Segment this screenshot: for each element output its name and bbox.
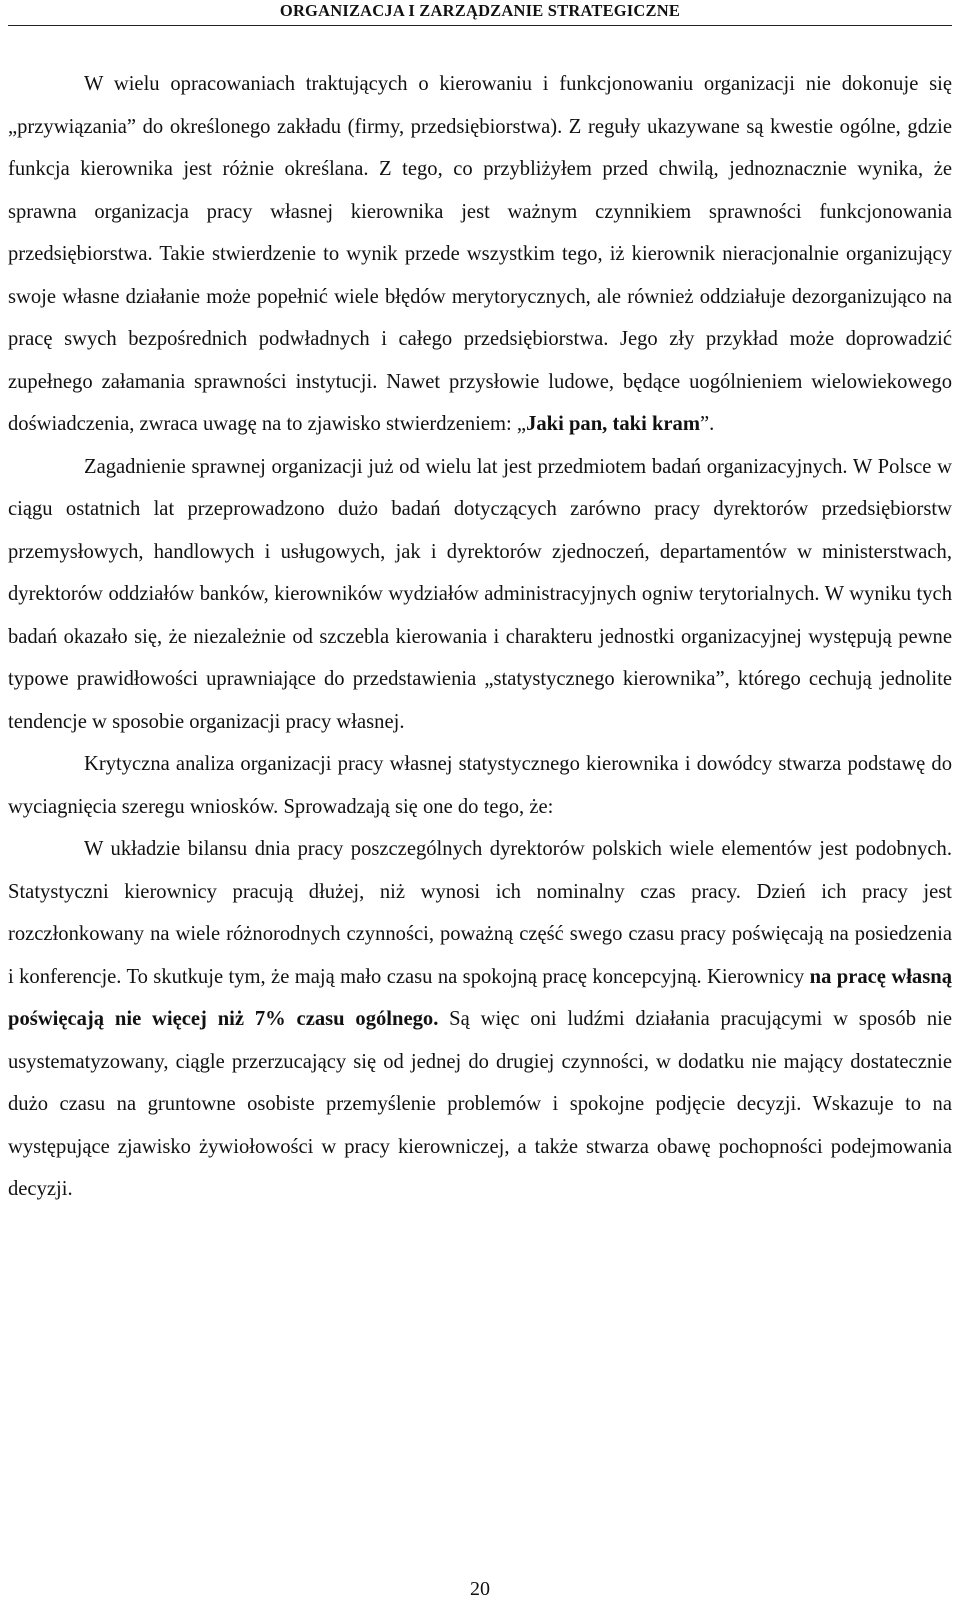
bold-proverb: Jaki pan, taki kram [526,413,701,435]
paragraph [8,743,952,828]
text-run: ”. [700,413,715,435]
paragraph [8,828,952,1211]
page-number: 20 [470,1578,490,1600]
text-run: W wielu opracowaniach traktujących o kierowaniu i funkcjonowaniu organizacji nie dokonuje się „przywiązania” do określonego zakładu (firmy, przedsiębiorstwa). Z reguły ukazywane są kwestie ogólne, gdzie funkcja kierownika jest różnie określana. Z tego, co przybliżyłem przed chwilą, jednoznacznie wynika, że sprawna organizacja pracy własnej kierownika jest ważnym czynnikiem sprawności funkcjonowania przedsiębiorstwa. Takie stwierdzenie to wynik przede wszystkim tego, iż kierownik nieracjonalnie organizujący swoje własne działanie może popełnić wiele błędów merytorycznych, ale również oddziałuje dezorganizująco na pracę swych bezpośrednich podwładnych i całego przedsiębiorstwa. Jego zły przykład może doprowadzić zupełnego załamania sprawności instytucji. Nawet przysłowie ludowe, będące uogólnieniem wielowiekowego doświadczenia, zwraca uwagę na to zjawisko stwierdzeniem: „ [8,73,952,435]
paragraph [8,63,952,446]
text-run: Krytyczna analiza organizacji pracy własnej statystycznego kierownika i dowódcy stwarza podstawę do wyciagnięcia szeregu wniosków. Sprowadzają się one do tego, że: [8,753,952,818]
bold-statement: na pracę własną poświęcają nie więcej niż 7% czasu ogólnego. [8,965,952,1030]
text-run: Są więc oni ludźmi działania pracującymi w sposób nie usystematyzowany, ciągle przerzucający się od jednej do drugiej czynności, w dodatku nie mający dostatecznie dużo czasu na gruntowne osobiste przemyślenie problemów i spokojne podjęcie decyzji. Wskazuje to na występujące zjawisko żywiołowości w pracy kierowniczej, a także stwarza obawę pochopności podejmowania decyzji. [8,1008,952,1200]
running-header: ORGANIZACJA I ZARZĄDZANIE STRATEGICZNE [8,0,952,26]
paragraph [8,446,952,744]
text-run: W układzie bilansu dnia pracy poszczególnych dyrektorów polskich wiele elementów jest podobnych. Statystyczni kierownicy pracują dłużej, niż wynosi ich nominalny czas pracy. Dzień ich pracy jest rozczłonkowany na wiele różnorodnych czynności, poważną część swego czasu pracy poświęcają na posiedzenia i konferencje. To skutkuje tym, że mają mało czasu na spokojną pracę koncepcyjną. Kierownicy [8,838,952,988]
text-run: Zagadnienie sprawnej organizacji już od wielu lat jest przedmiotem badań organizacyjnych. W Polsce w ciągu ostatnich lat przeprowadzono dużo badań dotyczących zarówno pracy dyrektorów przedsiębiorstw przemysłowych, handlowych i usługowych, jak i dyrektorów zjednoczeń, departamentów w ministerstwach, dyrektorów oddziałów banków, kierowników wydziałów administracyjnych ogniw terytorialnych. W wyniku tych badań okazało się, że niezależnie od szczebla kierowania i charakteru jednostki organizacyjnej występują pewne typowe prawidłowości uprawniające do przedstawienia „statystycznego kierownika”, którego cechują jednolite tendencje w sposobie organizacji pracy własnej. [8,455,952,733]
body-text [8,63,952,1211]
